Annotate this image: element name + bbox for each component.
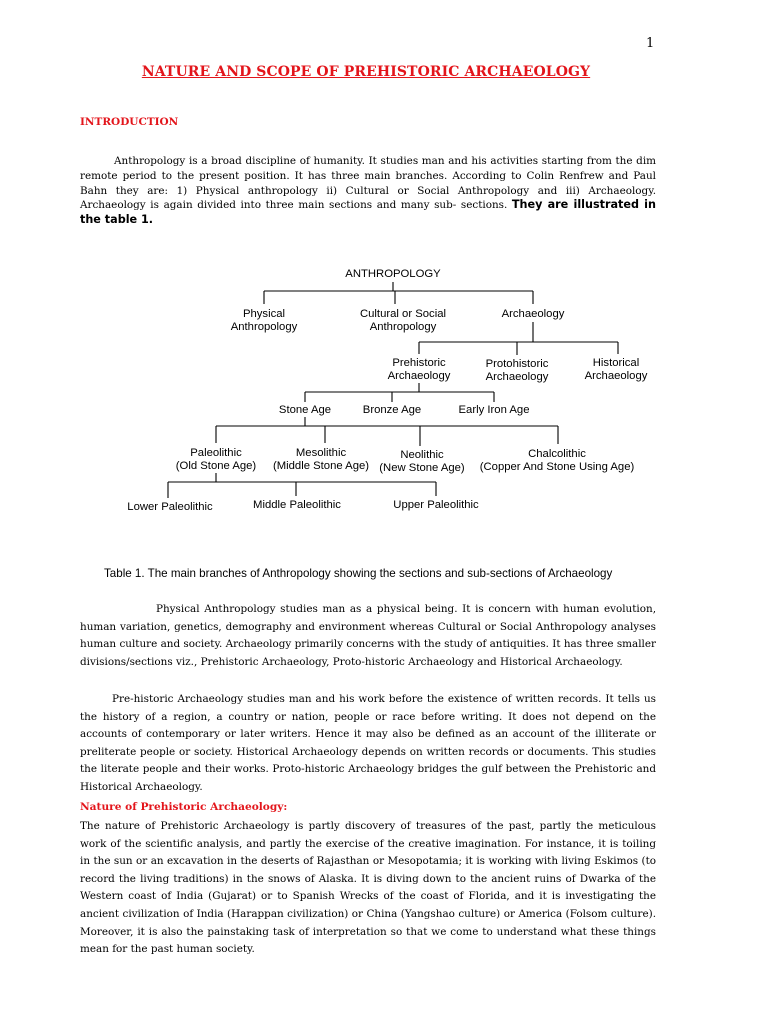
nature-paragraph (80, 818, 656, 959)
node-mesolithic-line1: Mesolithic (295, 447, 347, 459)
node-historical-archaeology-line2: Archaeology (584, 370, 648, 382)
document-title: NATURE AND SCOPE OF PREHISTORIC ARCHAEOLOGY (141, 64, 591, 80)
table-caption: Table 1. The main branches of Anthropology showing the sections and sub-sections of Archaeology (104, 567, 613, 580)
introduction-text: Anthropology is a broad discipline of humanity. It studies man and his activities starting from the dim remote period to the present position. It has three main branches. According to Colin Renfrew and Paul Bahn they are: 1) Physical anthropology ii) Cultural or Social Anthropology and iii) Archaeology. Archaeology is again divided into three main sections and many sub- sections. (80, 155, 656, 212)
prehistoric-archaeology-paragraph (80, 691, 656, 797)
node-paleolithic-line1: Paleolithic (190, 447, 242, 459)
introduction-heading: INTRODUCTION (80, 116, 179, 128)
node-lower-paleolithic: Lower Paleolithic (127, 501, 213, 513)
node-cultural-anthropology-line2: Anthropology (369, 321, 437, 333)
node-physical-anthropology-line2: Anthropology (230, 321, 298, 333)
nature-heading: Nature of Prehistoric Archaeology: (80, 801, 288, 813)
node-stone-age: Stone Age (278, 404, 332, 416)
physical-anthropology-paragraph (80, 601, 656, 671)
node-cultural-anthropology-line1: Cultural or Social (359, 308, 447, 320)
node-paleolithic-line2: (Old Stone Age) (175, 460, 257, 472)
node-anthropology: ANTHROPOLOGY (345, 268, 441, 280)
node-neolithic-line2: (New Stone Age) (379, 462, 465, 474)
node-protohistoric-archaeology-line1: Protohistoric (485, 358, 549, 370)
anthropology-tree-diagram (100, 258, 660, 520)
node-chalcolithic-line2: (Copper And Stone Using Age) (479, 461, 635, 473)
node-mesolithic-line2: (Middle Stone Age) (272, 460, 370, 472)
page-number: 1 (646, 36, 655, 51)
node-protohistoric-archaeology-line2: Archaeology (485, 371, 549, 383)
node-physical-anthropology-line1: Physical (242, 308, 286, 320)
node-neolithic-line1: Neolithic (400, 449, 444, 461)
node-chalcolithic-line1: Chalcolithic (528, 448, 586, 460)
paragraph3-text: The nature of Prehistoric Archaeology is partly discovery of treasures of the past, partly the meticulous work of the scientific analysis, and partly the exercise of the creative imagination. For instance, it is toiling in the sun or an excavation in the deserts of Rajasthan or Mesopotamia; it is working with living Eskimos (to record the living traditions) in the snows of Alaska. It is diving down to the ancient ruins of Dwarka of the Western coast of India (Gujarat) or to Spanish Wrecks of the coast of Florida, and it is investigating the ancient civilization of India (Harappan civilization) or China (Yangshao culture) or America (Folsom culture). Moreover, it is also the painstaking task of interpretation so that we come to understand what these things mean for the past human society. (80, 820, 656, 956)
node-archaeology: Archaeology (501, 308, 565, 320)
node-prehistoric-archaeology-line2: Archaeology (387, 370, 451, 382)
node-historical-archaeology-line1: Historical (592, 357, 640, 369)
paragraph2-text: Pre-historic Archaeology studies man and his work before the existence of written records. It tells us the history of a region, a country or nation, people or race before writing. It does not depend on the accounts of contemporary or later writers. Hence it may also be defined as an account of the illiterate or preliterate people or society. Historical Archaeology depends on written records or documents. This studies the literate people and their works. Proto-historic Archaeology bridges the gulf between the Prehistoric and Historical Archaeology. (80, 693, 656, 793)
paragraph1-text: Physical Anthropology studies man as a physical being. It is concern with human evolution, human variation, genetics, demography and environment whereas Cultural or Social Anthropology analyses human culture and society. Archaeology primarily concerns with the study of antiquities. It has three smaller divisions/sections viz., Prehistoric Archaeology, Proto-historic Archaeology and Historical Archaeology. (80, 603, 656, 668)
node-early-iron-age: Early Iron Age (458, 404, 530, 416)
introduction-emphasis: They are illustrated in the table 1. (80, 198, 656, 227)
node-bronze-age: Bronze Age (362, 404, 422, 416)
node-prehistoric-archaeology-line1: Prehistoric (392, 357, 446, 369)
node-upper-paleolithic: Upper Paleolithic (393, 499, 479, 511)
node-middle-paleolithic: Middle Paleolithic (253, 499, 341, 511)
introduction-paragraph (80, 154, 656, 228)
